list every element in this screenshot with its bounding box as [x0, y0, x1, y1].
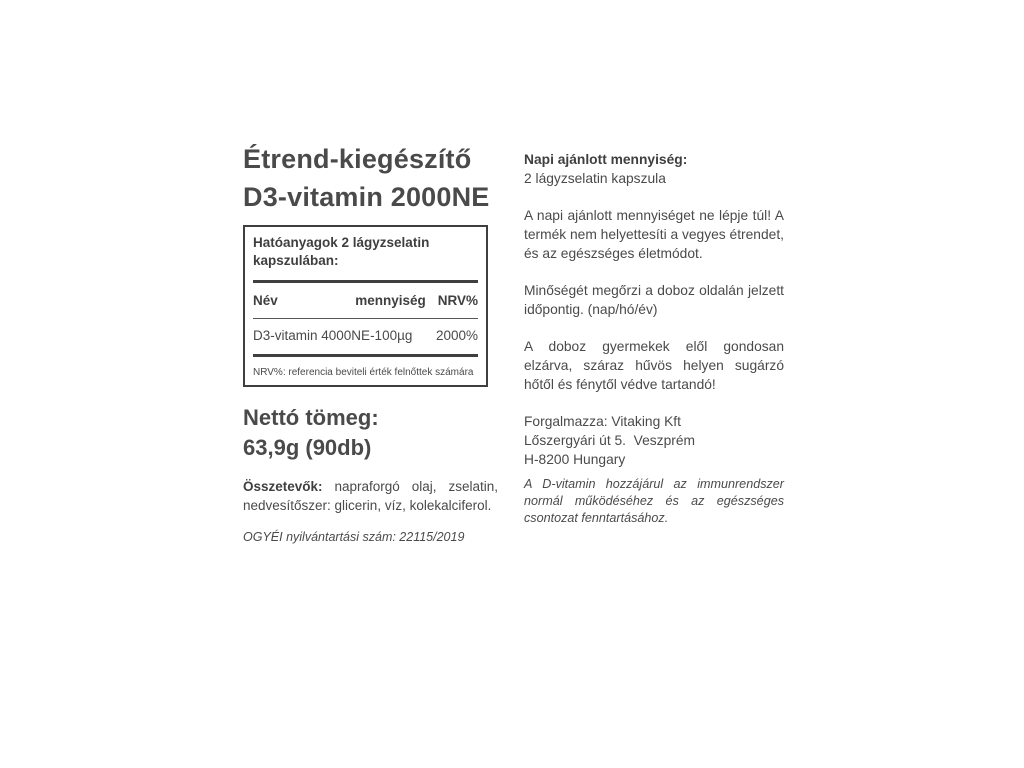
- ingredients-label: Összetevők:: [243, 479, 323, 494]
- nrv-footnote: NRV%: referencia beviteli érték felnőttek számára: [253, 367, 474, 378]
- net-weight-value: 63,9g (90db): [243, 435, 372, 460]
- product-category-title: Étrend-kiegészítő: [243, 144, 472, 174]
- ingredient-name: D3-vitamin 4000NE: [253, 328, 371, 343]
- distributor-street: Lőszergyári út 5. Veszprém: [524, 433, 696, 448]
- active-ingredients-table: [243, 225, 488, 387]
- distributor-city: H-8200 Hungary: [524, 452, 626, 467]
- divider: [253, 318, 478, 319]
- health-claim: A D-vitamin hozzájárul az immunrendszer normál működéséhez és az egészséges csontozat fenntartásához.: [524, 477, 784, 525]
- divider: [253, 280, 478, 283]
- daily-dose-value: 2 lágyzselatin kapszula: [524, 171, 666, 186]
- ingredients-text: napraforgó olaj, zselatin, nedvesítőszer: glicerin, víz, kolekalciferol.: [243, 479, 498, 513]
- left-column: [243, 140, 498, 546]
- registration-number: OGYÉI nyilvántartási szám: 22115/2019: [243, 530, 465, 544]
- daily-dose: [524, 150, 784, 188]
- column-nrv: NRV%: [437, 293, 478, 308]
- ingredient-nrv: 2000%: [435, 328, 478, 343]
- distributor-name: Forgalmazza: Vitaking Kft: [524, 414, 681, 429]
- right-column: [524, 150, 784, 527]
- table-header: Hatóanyagok 2 lágyzselatin kapszulában:: [253, 235, 430, 268]
- table-column-headers: [253, 293, 478, 309]
- ingredients: [243, 477, 498, 515]
- daily-dose-title: Napi ajánlott mennyiség:: [524, 152, 688, 167]
- ingredient-amount: -100µg: [370, 328, 413, 343]
- column-amount: mennyiség: [355, 293, 426, 308]
- distributor: [524, 412, 784, 469]
- net-weight-label: Nettó tömeg:: [243, 405, 379, 430]
- dose-warning: A napi ajánlott mennyiséget ne lépje túl! A termék nem helyettesíti a vegyes étrendet, és az egészséges életmódot.: [524, 208, 784, 261]
- column-name: Név: [253, 293, 278, 308]
- net-weight: [243, 403, 498, 463]
- best-before: Minőségét megőrzi a doboz oldalán jelzett időpontig. (nap/hó/év): [524, 283, 784, 317]
- product-name-title: D3-vitamin 2000NE: [243, 182, 490, 212]
- storage-instructions: A doboz gyermekek elől gondosan elzárva, száraz hűvös helyen sugárzó hőtől és fénytől védve tartandó!: [524, 339, 784, 392]
- divider: [253, 354, 478, 357]
- table-row: [253, 328, 478, 344]
